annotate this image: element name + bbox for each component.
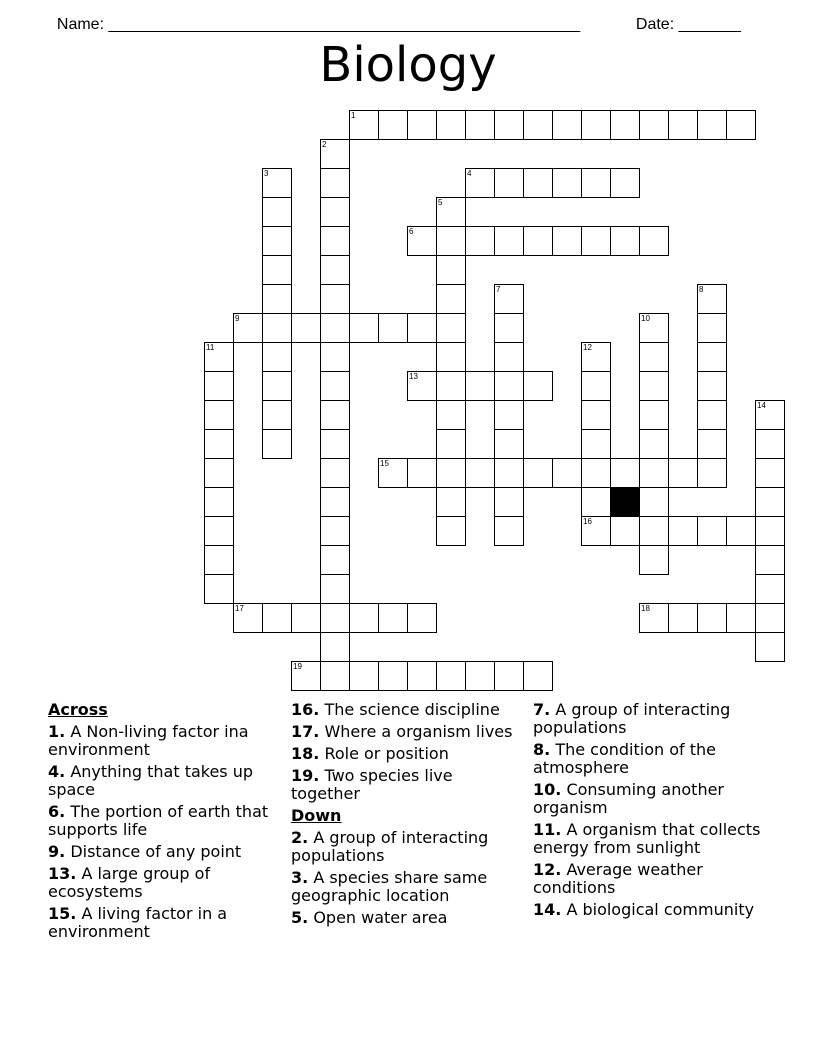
crossword-cell[interactable] — [320, 661, 350, 691]
clue-item — [48, 905, 278, 941]
clue-number-label: 5 — [438, 198, 443, 207]
crossword-cell[interactable] — [581, 371, 611, 401]
crossword-cell[interactable] — [436, 429, 466, 459]
crossword-cell[interactable] — [523, 371, 553, 401]
clue-number-label: 11 — [206, 343, 215, 352]
crossword-cell[interactable] — [494, 400, 524, 430]
crossword-cell[interactable] — [581, 516, 611, 546]
crossword-cell[interactable] — [494, 168, 524, 198]
clue-number: 18. — [291, 744, 320, 763]
clue-item — [291, 829, 526, 865]
clue-text: Average weather conditions — [533, 860, 703, 897]
clue-text: Role or position — [324, 744, 449, 763]
crossword-cell[interactable] — [523, 458, 553, 488]
crossword-cell[interactable] — [320, 632, 350, 662]
crossword-cell[interactable] — [697, 429, 727, 459]
clue-item — [291, 909, 526, 927]
crossword-cell[interactable] — [436, 255, 466, 285]
clue-number: 8. — [533, 740, 551, 759]
crossword-cell[interactable] — [639, 371, 669, 401]
crossword-cell[interactable] — [262, 603, 292, 633]
clue-text: Consuming another organism — [533, 780, 724, 817]
clue-item — [48, 763, 278, 799]
crossword-cell[interactable] — [494, 284, 524, 314]
clue-text: A species share same geographic location — [291, 868, 488, 905]
crossword-cell[interactable] — [523, 661, 553, 691]
name-label: Name: — [56, 16, 109, 33]
crossword-cell[interactable] — [262, 371, 292, 401]
clue-number-label: 3 — [264, 169, 269, 178]
crossword-cell[interactable] — [639, 603, 669, 633]
crossword-cell[interactable] — [639, 226, 669, 256]
clue-number: 3. — [291, 868, 309, 887]
crossword-cell[interactable] — [639, 342, 669, 372]
crossword-cell[interactable] — [204, 400, 234, 430]
crossword-cell[interactable] — [494, 226, 524, 256]
crossword-cell[interactable] — [610, 110, 640, 140]
crossword-cell[interactable] — [262, 342, 292, 372]
crossword-cell[interactable] — [378, 661, 408, 691]
clues-column-1 — [48, 701, 278, 945]
crossword-cell[interactable] — [204, 516, 234, 546]
crossword-cell[interactable] — [436, 516, 466, 546]
crossword-cell[interactable] — [291, 661, 321, 691]
crossword-cell[interactable] — [494, 429, 524, 459]
crossword-cell[interactable] — [639, 313, 669, 343]
crossword-cell[interactable] — [262, 313, 292, 343]
date-line[interactable]: _______ — [678, 16, 741, 33]
crossword-cell[interactable] — [320, 197, 350, 227]
crossword-cell[interactable] — [262, 284, 292, 314]
crossword-cell[interactable] — [465, 458, 495, 488]
clue-text: A biological community — [566, 900, 755, 919]
clue-item — [291, 767, 526, 803]
clue-number-label: 14 — [757, 401, 766, 410]
crossword-cell[interactable] — [494, 516, 524, 546]
crossword-cell[interactable] — [262, 168, 292, 198]
clue-number: 4. — [48, 762, 66, 781]
crossword-cell[interactable] — [697, 400, 727, 430]
crossword-cell[interactable] — [436, 661, 466, 691]
crossword-cell[interactable] — [378, 313, 408, 343]
crossword-cell[interactable] — [639, 487, 669, 517]
crossword-cell[interactable] — [204, 487, 234, 517]
crossword-cell[interactable] — [407, 458, 437, 488]
crossword-cell[interactable] — [436, 458, 466, 488]
clue-number: 7. — [533, 700, 551, 719]
crossword-cell[interactable] — [233, 313, 263, 343]
crossword-cell[interactable] — [262, 400, 292, 430]
crossword-cell[interactable] — [378, 110, 408, 140]
clue-number: 19. — [291, 766, 320, 785]
crossword-cell[interactable] — [262, 429, 292, 459]
clue-number-label: 10 — [641, 314, 650, 323]
clue-item — [291, 869, 526, 905]
across-heading: Across — [48, 700, 108, 719]
clue-number: 14. — [533, 900, 562, 919]
clue-text: A group of interacting populations — [291, 828, 489, 865]
clue-number: 13. — [48, 864, 77, 883]
crossword-cell[interactable] — [465, 226, 495, 256]
crossword-cell[interactable] — [697, 603, 727, 633]
crossword-cell[interactable] — [668, 516, 698, 546]
clue-number-label: 12 — [583, 343, 592, 352]
crossword-cell[interactable] — [697, 313, 727, 343]
crossword-cell[interactable] — [320, 400, 350, 430]
crossword-cell[interactable] — [668, 458, 698, 488]
crossword-cell[interactable] — [726, 603, 756, 633]
clue-text: A organism that collects energy from sunlight — [533, 820, 761, 857]
crossword-cell[interactable] — [465, 168, 495, 198]
crossword-cell[interactable] — [320, 429, 350, 459]
clue-item — [533, 701, 773, 737]
crossword-cell[interactable] — [523, 168, 553, 198]
crossword-cell[interactable] — [204, 545, 234, 575]
crossword-cell[interactable] — [436, 400, 466, 430]
crossword-cell[interactable] — [494, 342, 524, 372]
crossword-cell[interactable] — [465, 371, 495, 401]
crossword-cell[interactable] — [320, 168, 350, 198]
crossword-cell[interactable] — [320, 487, 350, 517]
crossword-cell[interactable] — [407, 603, 437, 633]
crossword-cell[interactable] — [349, 661, 379, 691]
crossword-black-cell — [610, 487, 640, 517]
clue-text: The portion of earth that supports life — [48, 802, 269, 839]
crossword-cell[interactable] — [320, 516, 350, 546]
crossword-cell[interactable] — [755, 429, 785, 459]
clue-number: 15. — [48, 904, 77, 923]
clue-text: Where a organism lives — [324, 722, 513, 741]
crossword-cell[interactable] — [320, 371, 350, 401]
crossword-cell[interactable] — [407, 110, 437, 140]
crossword-cell[interactable] — [436, 371, 466, 401]
crossword-cell[interactable] — [204, 371, 234, 401]
clue-number: 17. — [291, 722, 320, 741]
crossword-cell[interactable] — [436, 226, 466, 256]
crossword-cell[interactable] — [349, 313, 379, 343]
clues-column-2 — [291, 701, 526, 931]
crossword-cell[interactable] — [320, 226, 350, 256]
clue-number: 16. — [291, 700, 320, 719]
clue-item — [533, 821, 773, 857]
clue-item — [533, 901, 773, 919]
crossword-cell[interactable] — [262, 255, 292, 285]
clue-number-label: 17 — [235, 604, 244, 613]
clue-item — [291, 745, 526, 763]
crossword-cell[interactable] — [552, 110, 582, 140]
clue-number-label: 15 — [380, 459, 389, 468]
crossword-cell[interactable] — [697, 284, 727, 314]
crossword-cell[interactable] — [494, 458, 524, 488]
clue-number: 2. — [291, 828, 309, 847]
crossword-cell[interactable] — [436, 110, 466, 140]
crossword-cell[interactable] — [320, 574, 350, 604]
crossword-cell[interactable] — [697, 458, 727, 488]
clue-item — [533, 781, 773, 817]
crossword-cell[interactable] — [697, 516, 727, 546]
crossword-cell[interactable] — [639, 400, 669, 430]
clue-text: The condition of the atmosphere — [533, 740, 716, 777]
clue-number: 1. — [48, 722, 66, 741]
clue-number: 9. — [48, 842, 66, 861]
crossword-cell[interactable] — [320, 313, 350, 343]
clue-number: 10. — [533, 780, 562, 799]
crossword-cell[interactable] — [204, 458, 234, 488]
crossword-cell[interactable] — [610, 516, 640, 546]
clue-text: Anything that takes up space — [48, 762, 254, 799]
crossword-cell[interactable] — [726, 110, 756, 140]
crossword-cell[interactable] — [639, 545, 669, 575]
clue-number-label: 6 — [409, 227, 414, 236]
clue-number: 5. — [291, 908, 309, 927]
clue-number: 11. — [533, 820, 562, 839]
crossword-cell[interactable] — [407, 226, 437, 256]
clue-number-label: 4 — [467, 169, 472, 178]
crossword-cell[interactable] — [262, 197, 292, 227]
clue-item — [48, 803, 278, 839]
clue-text: A living factor in a environment — [48, 904, 228, 941]
crossword-cell[interactable] — [639, 429, 669, 459]
clue-number-label: 8 — [699, 285, 704, 294]
crossword-cell[interactable] — [291, 313, 321, 343]
crossword-cell[interactable] — [639, 516, 669, 546]
clue-number-label: 9 — [235, 314, 240, 323]
crossword-cell[interactable] — [755, 487, 785, 517]
clue-text: A Non-living factor ina environment — [48, 722, 249, 759]
crossword-cell[interactable] — [639, 458, 669, 488]
crossword-cell[interactable] — [552, 226, 582, 256]
crossword-cell[interactable] — [581, 226, 611, 256]
clue-item — [48, 865, 278, 901]
crossword-cell[interactable] — [349, 110, 379, 140]
crossword-cell[interactable] — [407, 371, 437, 401]
crossword-cell[interactable] — [262, 226, 292, 256]
crossword-cell[interactable] — [436, 284, 466, 314]
clue-number-label: 7 — [496, 285, 501, 294]
crossword-cell[interactable] — [697, 110, 727, 140]
crossword-cell[interactable] — [494, 371, 524, 401]
crossword-cell[interactable] — [726, 516, 756, 546]
crossword-cell[interactable] — [204, 342, 234, 372]
crossword-cell[interactable] — [494, 110, 524, 140]
crossword-cell[interactable] — [291, 603, 321, 633]
crossword-cell[interactable] — [581, 110, 611, 140]
clue-item — [533, 861, 773, 897]
crossword-cell[interactable] — [755, 400, 785, 430]
crossword-cell[interactable] — [320, 603, 350, 633]
crossword-cell[interactable] — [320, 342, 350, 372]
name-line[interactable]: _____________________________________________________ — [108, 16, 581, 33]
crossword-cell[interactable] — [407, 313, 437, 343]
clue-item — [48, 723, 278, 759]
crossword-cell[interactable] — [407, 661, 437, 691]
crossword-cell[interactable] — [552, 168, 582, 198]
crossword-cell[interactable] — [436, 313, 466, 343]
clue-item — [48, 843, 278, 861]
crossword-cell[interactable] — [639, 110, 669, 140]
crossword-cell[interactable] — [610, 226, 640, 256]
crossword-cell[interactable] — [204, 429, 234, 459]
clue-number-label: 16 — [583, 517, 592, 526]
crossword-cell[interactable] — [581, 342, 611, 372]
crossword-cell[interactable] — [494, 313, 524, 343]
clue-text: Distance of any point — [70, 842, 242, 861]
clues-column-3 — [533, 701, 773, 923]
crossword-cell[interactable] — [581, 429, 611, 459]
crossword-cell[interactable] — [320, 284, 350, 314]
crossword-cell[interactable] — [523, 110, 553, 140]
crossword-cell[interactable] — [697, 342, 727, 372]
clue-number-label: 19 — [293, 662, 302, 671]
clue-number-label: 13 — [409, 372, 418, 381]
crossword-cell[interactable] — [755, 574, 785, 604]
crossword-cell[interactable] — [668, 603, 698, 633]
crossword-cell[interactable] — [465, 661, 495, 691]
crossword-cell[interactable] — [581, 487, 611, 517]
crossword-cell[interactable] — [581, 400, 611, 430]
clue-text: The science discipline — [324, 700, 500, 719]
crossword-cell[interactable] — [320, 458, 350, 488]
crossword-cell[interactable] — [233, 603, 263, 633]
crossword-cell[interactable] — [552, 458, 582, 488]
crossword-cell[interactable] — [378, 458, 408, 488]
crossword-cell[interactable] — [610, 458, 640, 488]
crossword-cell[interactable] — [320, 255, 350, 285]
clue-number: 12. — [533, 860, 562, 879]
crossword-cell[interactable] — [436, 197, 466, 227]
clue-item — [291, 723, 526, 741]
crossword-cell[interactable] — [494, 487, 524, 517]
crossword-cell[interactable] — [755, 458, 785, 488]
clue-text: A group of interacting populations — [533, 700, 731, 737]
page-title: Biology — [319, 37, 497, 93]
crossword-cell[interactable] — [581, 168, 611, 198]
crossword-cell[interactable] — [349, 603, 379, 633]
crossword-cell[interactable] — [523, 226, 553, 256]
crossword-cell[interactable] — [436, 487, 466, 517]
clue-text: A large group of ecosystems — [48, 864, 211, 901]
crossword-cell[interactable] — [494, 661, 524, 691]
date-label: Date: — [635, 16, 679, 33]
crossword-cell[interactable] — [755, 545, 785, 575]
clue-number-label: 1 — [351, 111, 356, 120]
crossword-cell[interactable] — [610, 168, 640, 198]
crossword-cell[interactable] — [668, 110, 698, 140]
clue-item — [291, 701, 526, 719]
clue-text: Open water area — [313, 908, 448, 927]
clue-text: Two species live together — [291, 766, 453, 803]
crossword-cell[interactable] — [755, 632, 785, 662]
crossword-cell[interactable] — [320, 139, 350, 169]
crossword-cell[interactable] — [436, 342, 466, 372]
clue-number-label: 18 — [641, 604, 650, 613]
clue-number: 6. — [48, 802, 66, 821]
crossword-cell[interactable] — [697, 371, 727, 401]
clue-number-label: 2 — [322, 140, 327, 149]
crossword-cell[interactable] — [465, 110, 495, 140]
clue-item — [533, 741, 773, 777]
crossword-cell[interactable] — [755, 603, 785, 633]
crossword-cell[interactable] — [581, 458, 611, 488]
crossword-cell[interactable] — [320, 545, 350, 575]
crossword-cell[interactable] — [755, 516, 785, 546]
crossword-cell[interactable] — [204, 574, 234, 604]
crossword-cell[interactable] — [378, 603, 408, 633]
down-heading: Down — [291, 806, 342, 825]
